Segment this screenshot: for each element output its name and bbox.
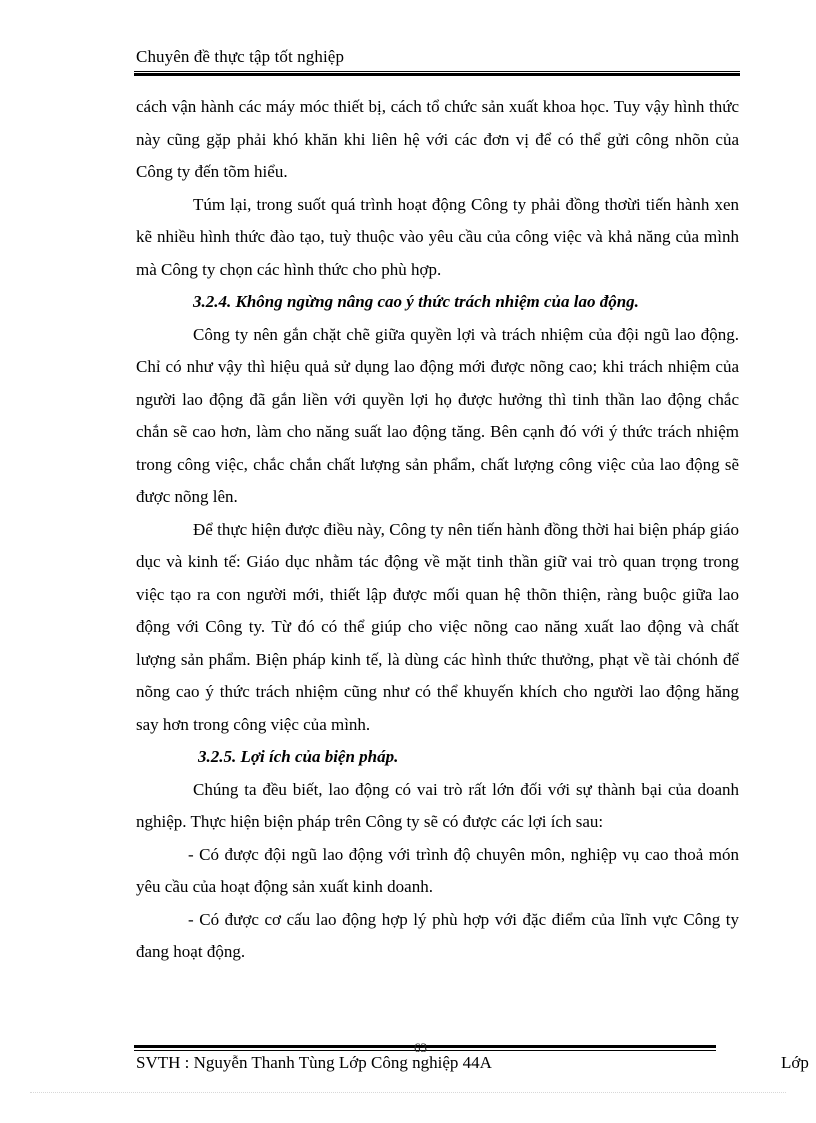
paragraph: Chúng ta đều biết, lao động có vai trò rất lớn đối với sự thành bại của doanh nghiệp. Thực hiện biện pháp trên Công ty sẽ có được các lợi ích sau: xyxy=(136,779,739,831)
section-heading-3-2-5: 3.2.5. Lợi ích của biện pháp. xyxy=(198,747,399,766)
page-number: 63 xyxy=(414,1040,427,1055)
header-title: Chuyên đề thực tập tốt nghiệp xyxy=(136,47,345,66)
paragraph: cách vận hành các máy móc thiết bị, cách tổ chức sản xuất khoa học. Tuy vậy hình thức này cũng gặp phải khó khăn khi liên hệ với các đơn vị để có thể gửi công nhõn của Công ty đến tõm hiểu. xyxy=(136,97,739,181)
paragraph: Để thực hiện được điều này, Công ty nên tiến hành đồng thời hai biện pháp giáo dục và kinh tế: Giáo dục nhằm tác động về mặt tinh thần giữ vai trò quan trọng trong việc tạo ra con người mới, thiết lập được mối quan hệ thõn thiện, ràng buộc giữa lao động với Công ty. Từ đó có thể giúp cho việc nõng cao năng xuất lao động và chất lượng sản phẩm. Biện pháp kinh tế, là dùng các hình thức thưởng, phạt về tài chónh để nõng cao ý thức trách nhiệm cũng như có thể khuyến khích cho người lao động hăng say hơn trong công việc của mình. xyxy=(136,519,739,734)
header-rule-thick xyxy=(134,73,740,76)
bullet-paragraph: - Có được cơ cấu lao động hợp lý phù hợp với đặc điểm của lĩnh vực Công ty đang hoạt động. xyxy=(136,909,739,961)
section-heading-3-2-4: 3.2.4. Không ngừng nâng cao ý thức trách nhiệm của lao động. xyxy=(193,292,639,311)
paragraph: Công ty nên gắn chặt chẽ giữa quyền lợi và trách nhiệm của đội ngũ lao động. Chỉ có như vậy thì hiệu quả sử dụng lao động mới được nõng cao; khi trách nhiệm của người lao động đã gắn liền với quyền lợi họ được hưởng thì tinh thần lao động chắc chắn sẽ cao hơn, làm cho năng suất lao động tăng. Bên cạnh đó với ý thức trách nhiệm trong công việc, chắc chắn chất lượng sản phẩm, chất lượng công việc của lao động sẽ được nõng lên. xyxy=(136,324,739,506)
bullet-paragraph: - Có được đội ngũ lao động với trình độ chuyên môn, nghiệp vụ cao thoả món yêu cầu của hoạt động sản xuất kinh doanh. xyxy=(136,844,739,896)
paragraph: Túm lại, trong suốt quá trình hoạt động Công ty phải đồng thơừi tiến hành xen kẽ nhiều hình thức đào tạo, tuỳ thuộc vào yêu cầu của công việc và khả năng của mình mà Công ty chọn các hình thức cho phù hợp. xyxy=(136,194,739,279)
page-bottom-border xyxy=(30,1092,786,1093)
header-rule-thin xyxy=(134,71,740,72)
document-body xyxy=(136,91,739,969)
footer-class-label: Lớp xyxy=(781,1053,809,1072)
footer-author: SVTH : Nguyễn Thanh Tùng Lớp Công nghiệp 44A xyxy=(136,1053,492,1072)
